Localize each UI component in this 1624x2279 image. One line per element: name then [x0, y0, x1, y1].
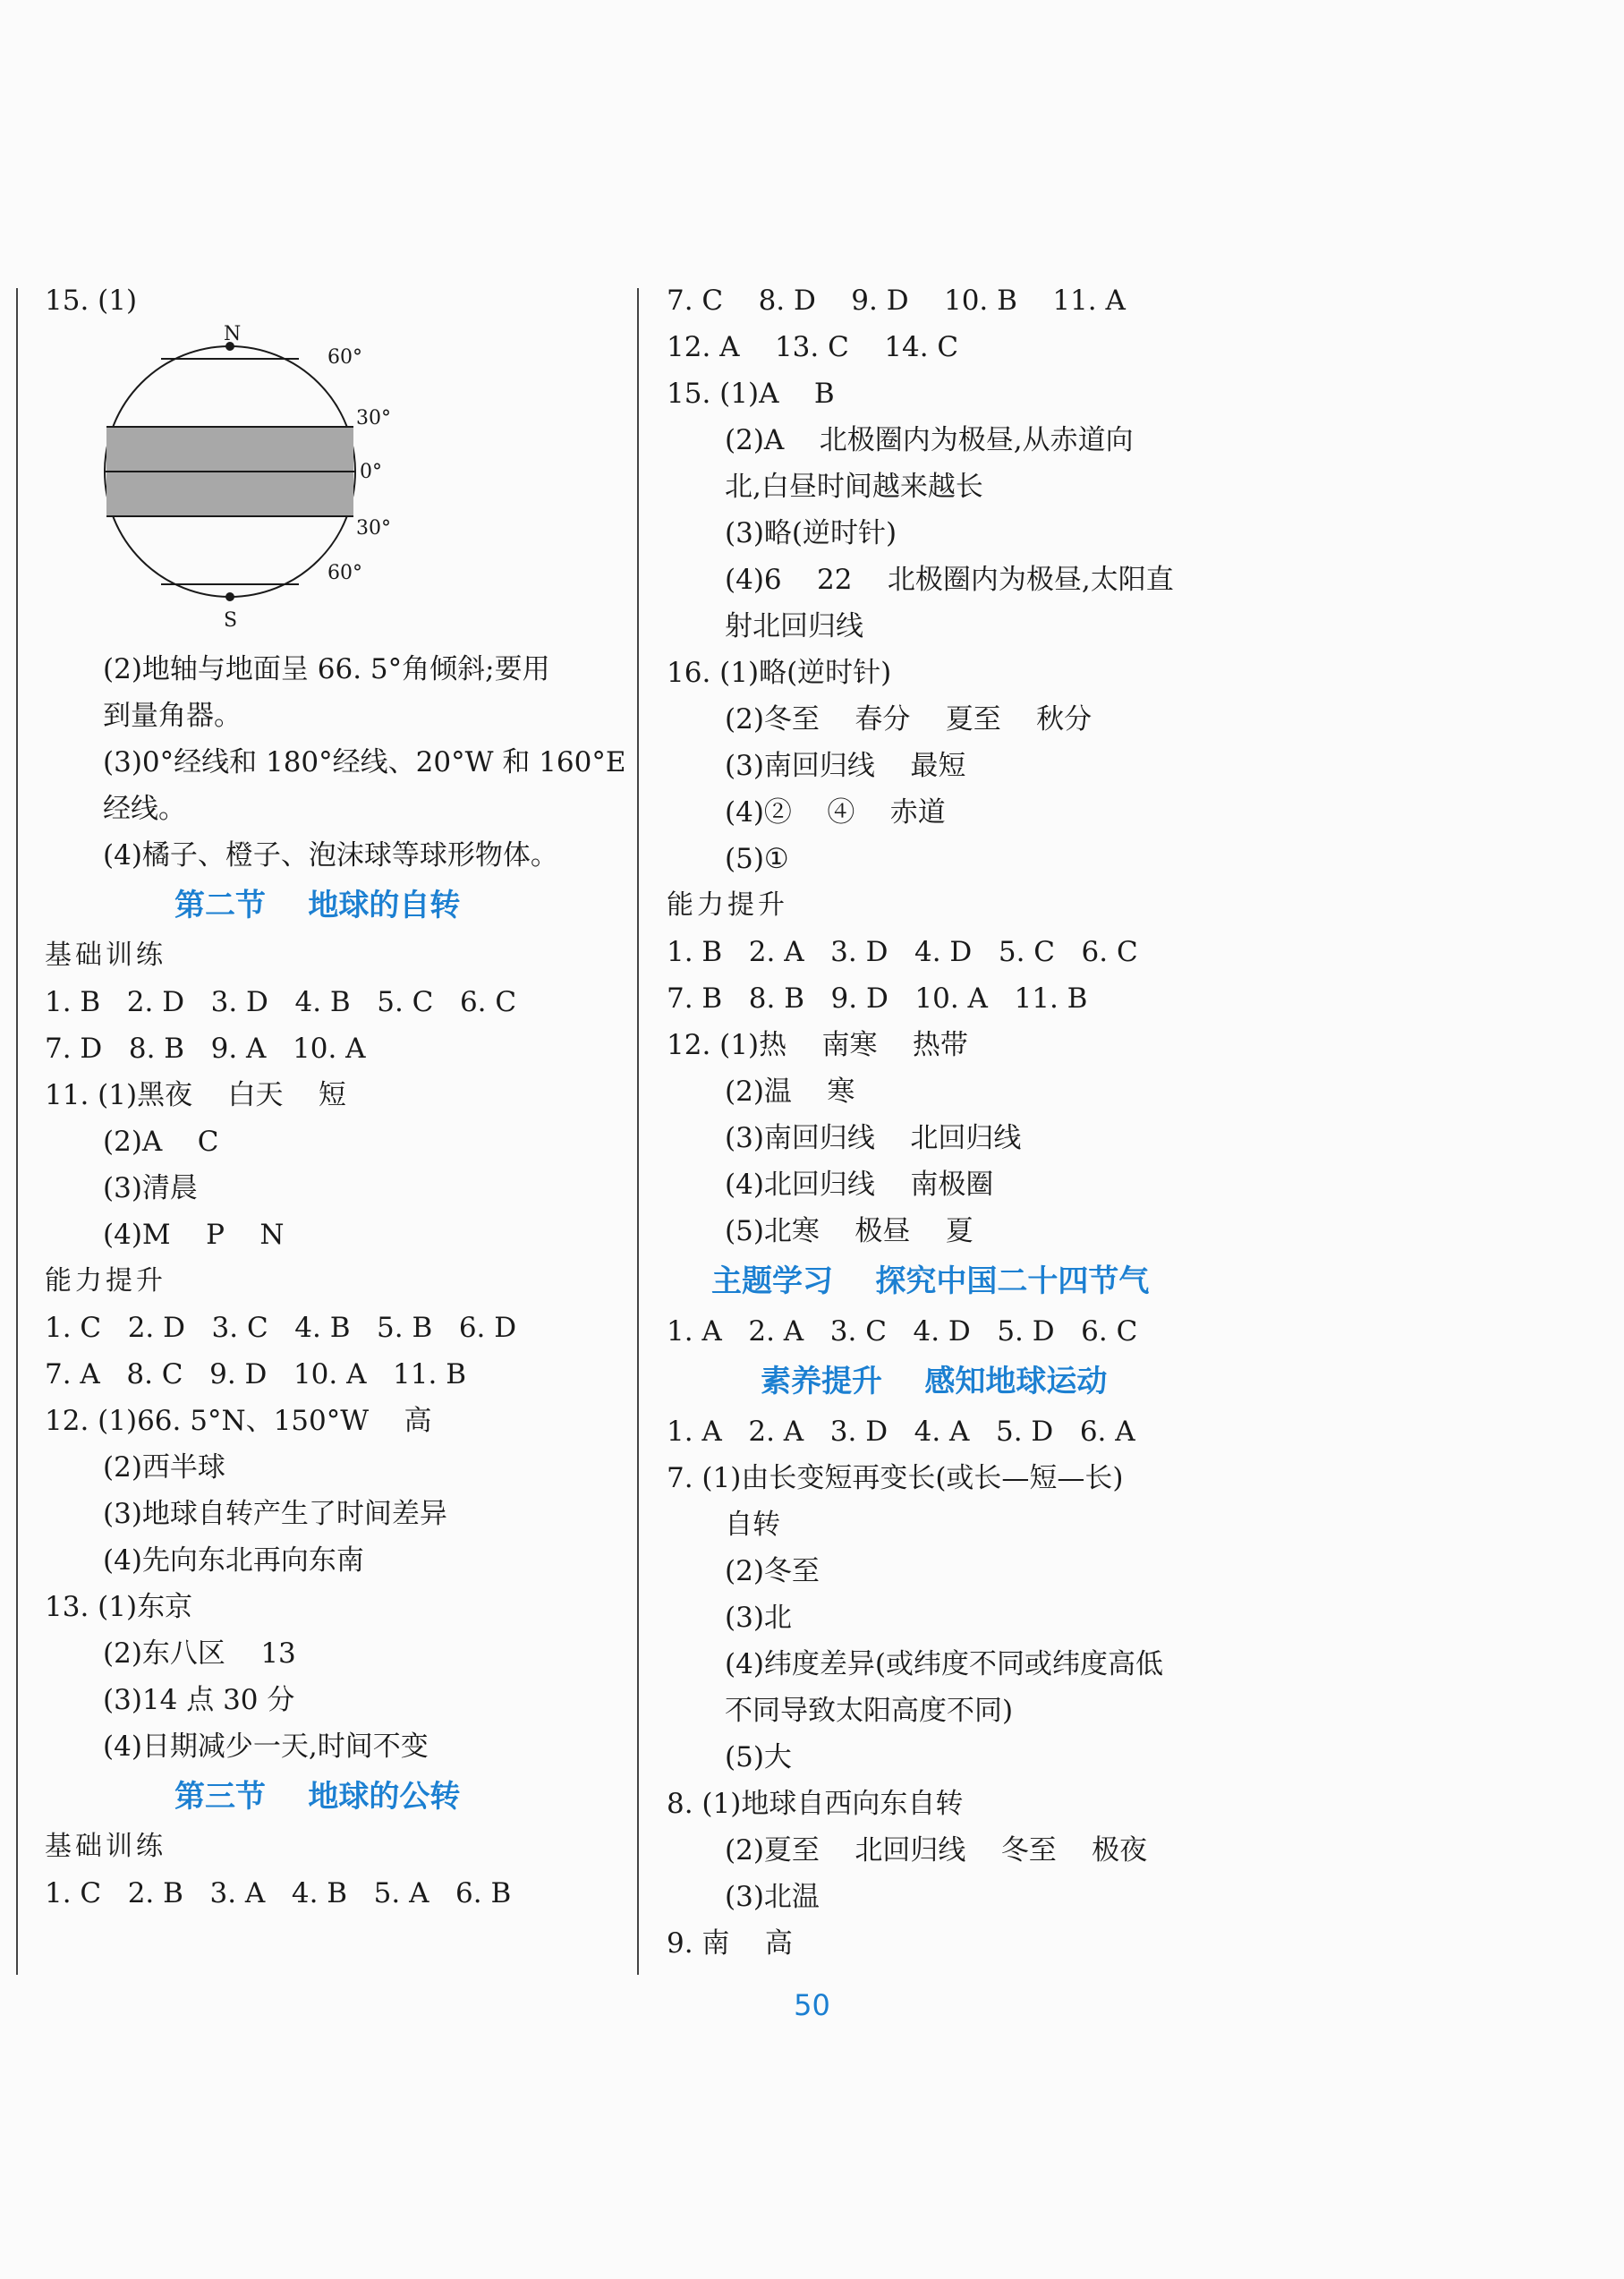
basic-training-label: 基础训练 [45, 940, 166, 971]
r-q15-1: 15. (1)A B [667, 378, 835, 410]
right-column [667, 277, 1257, 1967]
globe-figure [45, 324, 626, 646]
r-q12-4: (4)北回归线 南极圈 [725, 1169, 994, 1201]
r-q7-1b: 自转 [725, 1509, 780, 1541]
r-q8-2: (2)夏至 北回归线 冬至 极夜 [725, 1834, 1148, 1867]
q13-2: (2)东八区 13 [103, 1637, 296, 1670]
r-q15-4a: (4)6 22 北极圈内为极昼,太阳直 [725, 564, 1174, 596]
r-q15-2b: 北,白昼时间越来越长 [725, 471, 983, 503]
globe-diagram [45, 324, 421, 646]
q15-2a: (2)地轴与地面呈 66. 5°角倾斜;要用 [103, 653, 550, 685]
r-q12-2: (2)温 寒 [725, 1076, 855, 1108]
q15-2b: 到量角器。 [103, 700, 242, 732]
ability-answers-4: 7. B 8. B 9. D 10. A 11. B [667, 982, 1088, 1015]
q13-3: (3)14 点 30 分 [103, 1684, 295, 1716]
label-0: 0° [360, 461, 382, 483]
q13-1: 13. (1)东京 [45, 1591, 193, 1623]
r-q16-3: (3)南回归线 最短 [725, 750, 966, 782]
r-q15-2a: (2)A 北极圈内为极昼,从赤道向 [725, 424, 1134, 456]
basic-answers-1: 1. B 2. D 3. D 4. B 5. C 6. C [45, 986, 517, 1018]
r-q16-2: (2)冬至 春分 夏至 秋分 [725, 703, 1093, 736]
label-n: N [224, 324, 242, 345]
page-number: 50 [794, 1988, 830, 2022]
ability-answers-3: 1. B 2. A 3. D 4. D 5. C 6. C [667, 936, 1138, 968]
r-q7-2: (2)冬至 [725, 1555, 820, 1587]
q11-2: (2)A C [103, 1126, 219, 1158]
r-q15-4b: 射北回归线 [725, 610, 863, 642]
q15-3b: 经线。 [103, 793, 186, 825]
q11-1: 11. (1)黑夜 白天 短 [45, 1079, 346, 1111]
right-answers-1: 7. C 8. D 9. D 10. B 11. A [667, 285, 1126, 317]
column-divider [637, 288, 639, 1975]
label-30n: 30° [356, 407, 391, 429]
r-q8-1: 8. (1)地球自西向东自转 [667, 1788, 964, 1820]
ability-answers-1: 1. C 2. D 3. C 4. B 5. B 6. D [45, 1312, 517, 1344]
q11-4: (4)M P N [103, 1219, 285, 1251]
r-q7-3: (3)北 [725, 1602, 792, 1634]
label-s: S [224, 609, 238, 632]
left-margin-rule [16, 288, 18, 1975]
label-60s: 60° [327, 562, 362, 584]
q12-1: 12. (1)66. 5°N、150°W 高 [45, 1405, 432, 1437]
r-q12-1: 12. (1)热 南寒 热带 [667, 1029, 968, 1061]
q12-3: (3)地球自转产生了时间差异 [103, 1498, 447, 1530]
label-30s: 30° [356, 517, 391, 540]
r-q16-4: (4)② ④ 赤道 [725, 796, 946, 829]
r-q12-5: (5)北寒 极昼 夏 [725, 1215, 974, 1247]
literacy-title: 素养提升 感知地球运动 [761, 1364, 1108, 1399]
basic-answers-2: 7. D 8. B 9. A 10. A [45, 1033, 366, 1065]
q15-3a: (3)0°经线和 180°经线、20°W 和 160°E [103, 746, 626, 778]
right-answers-2: 12. A 13. C 14. C [667, 331, 959, 363]
section3-title: 第三节 地球的公转 [174, 1779, 461, 1815]
q13-4: (4)日期减少一天,时间不变 [103, 1731, 429, 1763]
literacy-answers: 1. A 2. A 3. D 4. A 5. D 6. A [667, 1416, 1135, 1448]
section2-title: 第二节 地球的自转 [174, 888, 461, 923]
r-q16-5: (5)① [725, 843, 789, 875]
theme-answers: 1. A 2. A 3. C 4. D 5. D 6. C [667, 1315, 1138, 1348]
r-q7-1a: 7. (1)由长变短再变长(或长—短—长) [667, 1462, 1124, 1494]
r-q15-3: (3)略(逆时针) [725, 517, 897, 549]
r-q7-4b: 不同导致太阳高度不同) [725, 1695, 1014, 1727]
q11-3: (3)清晨 [103, 1172, 198, 1204]
basic-answers-3: 1. C 2. B 3. A 4. B 5. A 6. B [45, 1877, 512, 1909]
r-q7-5: (5)大 [725, 1741, 792, 1773]
r-q8-3: (3)北温 [725, 1881, 820, 1913]
theme-study-title: 主题学习 探究中国二十四节气 [711, 1263, 1150, 1299]
q15-4: (4)橘子、橙子、泡沫球等球形物体。 [103, 839, 558, 872]
q12-2: (2)西半球 [103, 1451, 225, 1484]
r-q16-1: 16. (1)略(逆时针) [667, 657, 892, 689]
r-q12-3: (3)南回归线 北回归线 [725, 1122, 1022, 1154]
basic-training-label-2: 基础训练 [45, 1831, 166, 1862]
ability-answers-2: 7. A 8. C 9. D 10. A 11. B [45, 1358, 466, 1390]
q12-4: (4)先向东北再向东南 [103, 1544, 364, 1577]
r-q9: 9. 南 高 [667, 1927, 793, 1960]
left-column [45, 277, 626, 1917]
ability-label: 能力提升 [45, 1265, 166, 1297]
ability-label-2: 能力提升 [667, 889, 788, 921]
r-q7-4a: (4)纬度差异(或纬度不同或纬度高低 [725, 1648, 1164, 1680]
label-60n: 60° [327, 346, 362, 369]
south-pole-dot [225, 592, 234, 601]
q15-head: 15. (1) [45, 285, 138, 317]
